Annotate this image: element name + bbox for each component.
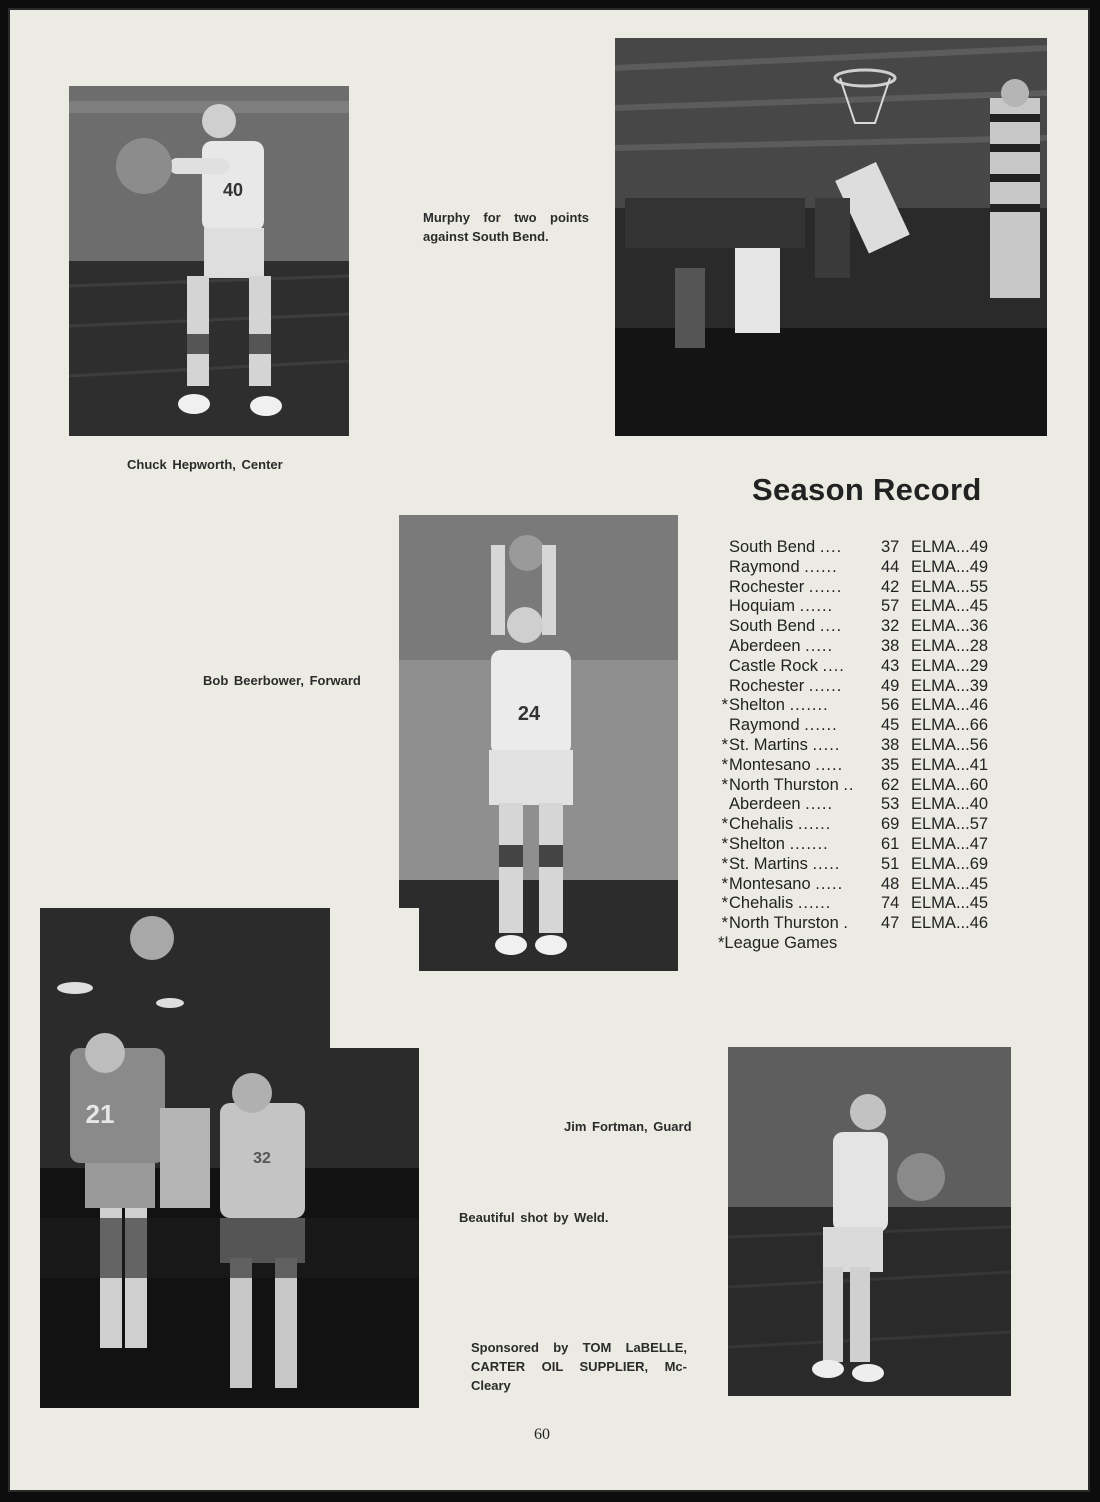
caption-murphy <box>423 208 589 246</box>
elma-score <box>911 875 988 895</box>
team-score: 36 <box>969 617 989 636</box>
season-record-row <box>718 815 1018 835</box>
photo-fortman <box>728 1047 1011 1396</box>
opponent-name: South Bend <box>729 538 816 556</box>
sponsor-line2: CARTER OIL SUPPLIER, Mc- <box>471 1359 687 1374</box>
elma-score <box>911 776 988 796</box>
photo-hepworth <box>69 86 349 436</box>
season-record-row <box>718 855 1018 875</box>
season-record-title: Season Record <box>752 472 982 507</box>
opponent-score: 56 <box>881 696 900 715</box>
score-separator: ... <box>955 636 970 655</box>
elma-score <box>911 894 988 914</box>
team-score: 29 <box>969 656 989 675</box>
team-score: 57 <box>969 815 989 834</box>
score-separator: ... <box>955 696 970 715</box>
opponent-score: 45 <box>881 716 900 735</box>
league-game-marker: * <box>721 815 728 834</box>
opponent-score: 57 <box>881 597 900 616</box>
opponent-name: Montesano <box>729 874 811 893</box>
opponent-score: 42 <box>881 577 900 596</box>
league-game-marker: * <box>721 874 728 893</box>
leader-dots: ...... <box>808 577 843 596</box>
league-games-footnote: *League Games <box>718 933 838 952</box>
opponent-name: Raymond <box>729 716 800 735</box>
opponent-score: 51 <box>881 854 900 873</box>
team-score: 46 <box>969 914 989 933</box>
leader-dots: ...... <box>804 557 838 576</box>
team-name: ELMA <box>911 735 956 754</box>
leader-dots: ...... <box>797 894 832 913</box>
opponent-name: Rochester <box>729 676 805 695</box>
season-record-list <box>718 538 1018 954</box>
caption-fortman: Jim Fortman, Guard <box>564 1119 692 1134</box>
season-record-row <box>718 914 1018 934</box>
opponent-name: South Bend <box>729 617 816 636</box>
league-game-marker: * <box>721 755 728 774</box>
league-game-marker: * <box>721 834 728 853</box>
opponent-name: Shelton <box>729 834 785 853</box>
season-record-row <box>718 835 1018 855</box>
leader-dots: ..... <box>815 755 844 774</box>
opponent-name: Castle Rock <box>729 656 818 675</box>
team-score: 40 <box>969 795 989 814</box>
season-record-row <box>718 597 1018 617</box>
season-record-row <box>718 795 1018 815</box>
score-separator: ... <box>955 617 970 636</box>
elma-score <box>911 716 988 736</box>
leader-dots: . <box>843 914 849 933</box>
season-record-row <box>718 894 1018 914</box>
leader-dots: ..... <box>805 795 834 814</box>
leader-dots: .. <box>843 775 855 794</box>
elma-score <box>911 795 988 815</box>
team-name: ELMA <box>911 656 956 675</box>
elma-score <box>911 657 988 677</box>
season-record-row <box>718 558 1018 578</box>
team-score: 47 <box>969 834 989 853</box>
team-score: 49 <box>969 557 989 576</box>
team-score: 45 <box>969 597 989 616</box>
team-name: ELMA <box>911 617 956 636</box>
score-separator: ... <box>955 775 970 794</box>
team-score: 45 <box>969 894 989 913</box>
opponent-name: Aberdeen <box>729 636 801 655</box>
season-record-row <box>718 578 1018 598</box>
elma-score <box>911 756 988 776</box>
svg-text:24: 24 <box>517 703 541 725</box>
opponent-name: St. Martins <box>729 854 808 873</box>
score-separator: ... <box>955 577 970 596</box>
opponent-score: 49 <box>881 676 900 695</box>
season-record-row <box>718 538 1018 558</box>
photo-weld-shot <box>40 908 419 1408</box>
leader-dots: ..... <box>812 854 841 873</box>
team-score: 39 <box>969 676 989 695</box>
team-score: 46 <box>969 696 989 715</box>
league-game-marker: * <box>721 696 728 715</box>
season-record-row <box>718 657 1018 677</box>
leader-dots: ...... <box>808 676 843 695</box>
opponent-score: 32 <box>881 617 900 636</box>
opponent-score: 74 <box>881 894 900 913</box>
team-score: 60 <box>969 775 989 794</box>
opponent-name: Montesano <box>729 755 811 774</box>
sponsor-credit <box>471 1338 687 1395</box>
team-name: ELMA <box>911 755 956 774</box>
opponent-score: 53 <box>881 795 900 814</box>
score-separator: ... <box>955 795 970 814</box>
elma-score <box>911 597 988 617</box>
leader-dots: ....... <box>789 696 829 715</box>
opponent-score: 43 <box>881 656 900 675</box>
elma-score <box>911 617 988 637</box>
elma-score <box>911 815 988 835</box>
season-record-row <box>718 716 1018 736</box>
svg-text:21: 21 <box>85 1099 115 1129</box>
team-name: ELMA <box>911 597 956 616</box>
season-record-row <box>718 677 1018 697</box>
team-name: ELMA <box>911 834 956 853</box>
team-score: 28 <box>969 636 989 655</box>
opponent-score: 35 <box>881 755 900 774</box>
team-name: ELMA <box>911 716 956 735</box>
team-name: ELMA <box>911 676 956 695</box>
team-name: ELMA <box>911 874 956 893</box>
score-separator: ... <box>955 557 970 576</box>
sponsor-line1: Sponsored by TOM LaBELLE, <box>471 1340 687 1355</box>
opponent-score: 62 <box>881 775 900 794</box>
team-name: ELMA <box>911 696 956 715</box>
opponent-name: Shelton <box>729 696 785 715</box>
score-separator: ... <box>955 716 970 735</box>
opponent-score: 38 <box>881 735 900 754</box>
team-score: 69 <box>969 854 989 873</box>
league-game-marker: * <box>721 735 728 754</box>
caption-hepworth: Chuck Hepworth, Center <box>127 457 283 472</box>
score-separator: ... <box>955 894 970 913</box>
sponsor-line3: Cleary <box>471 1378 511 1393</box>
elma-score <box>911 677 988 697</box>
opponent-score: 61 <box>881 834 900 853</box>
photo-beerbower <box>399 515 678 971</box>
elma-score <box>911 696 988 716</box>
team-score: 66 <box>969 716 989 735</box>
season-record-row <box>718 736 1018 756</box>
season-record-row <box>718 637 1018 657</box>
league-game-marker: * <box>721 914 728 933</box>
page-number: 60 <box>534 1426 550 1443</box>
caption-murphy-line1: Murphy for two points <box>423 210 589 225</box>
leader-dots: ...... <box>797 815 832 834</box>
elma-score <box>911 538 988 558</box>
svg-text:40: 40 <box>222 180 244 200</box>
leader-dots: ....... <box>789 834 829 853</box>
photo-murphy-layup <box>615 38 1047 436</box>
opponent-score: 47 <box>881 914 900 933</box>
elma-score <box>911 835 988 855</box>
team-name: ELMA <box>911 914 956 933</box>
opponent-name: Chehalis <box>729 815 794 834</box>
opponent-score: 37 <box>881 538 900 556</box>
score-separator: ... <box>955 914 970 933</box>
opponent-name: Rochester <box>729 577 805 596</box>
score-separator: ... <box>955 597 970 616</box>
leader-dots: ..... <box>812 735 841 754</box>
opponent-score: 38 <box>881 636 900 655</box>
elma-score <box>911 855 988 875</box>
league-game-marker: * <box>721 775 728 794</box>
caption-murphy-line2: against South Bend. <box>423 229 549 244</box>
season-record-row <box>718 756 1018 776</box>
team-name: ELMA <box>911 815 956 834</box>
opponent-name: North Thurston <box>729 775 839 794</box>
score-separator: ... <box>955 755 970 774</box>
opponent-score: 48 <box>881 874 900 893</box>
elma-score <box>911 914 988 934</box>
opponent-name: Hoquiam <box>729 597 796 616</box>
leader-dots: ..... <box>805 636 834 655</box>
leader-dots: ...... <box>804 716 838 735</box>
team-name: ELMA <box>911 557 956 576</box>
caption-beerbower: Bob Beerbower, Forward <box>203 673 361 688</box>
leader-dots: .... <box>819 538 843 556</box>
team-name: ELMA <box>911 854 956 873</box>
team-score: 49 <box>969 538 989 556</box>
score-separator: ... <box>955 735 970 754</box>
elma-score <box>911 558 988 578</box>
leader-dots: ...... <box>799 597 834 616</box>
caption-weld: Beautiful shot by Weld. <box>459 1210 609 1225</box>
opponent-name: Raymond <box>729 557 800 576</box>
opponent-name: Chehalis <box>729 894 794 913</box>
leader-dots: ..... <box>815 874 844 893</box>
opponent-score: 69 <box>881 815 900 834</box>
team-score: 41 <box>969 755 989 774</box>
league-game-marker: * <box>721 854 728 873</box>
team-name: ELMA <box>911 538 956 556</box>
elma-score <box>911 637 988 657</box>
leader-dots: .... <box>819 617 843 636</box>
opponent-score: 44 <box>881 557 900 576</box>
season-record-row <box>718 696 1018 716</box>
league-game-marker: * <box>721 894 728 913</box>
team-name: ELMA <box>911 636 956 655</box>
elma-score <box>911 578 988 598</box>
leader-dots: .... <box>822 656 845 675</box>
score-separator: ... <box>955 676 970 695</box>
score-separator: ... <box>955 854 970 873</box>
opponent-name: North Thurston <box>729 914 839 933</box>
score-separator: ... <box>955 656 970 675</box>
score-separator: ... <box>955 874 970 893</box>
team-score: 45 <box>969 874 989 893</box>
score-separator: ... <box>955 834 970 853</box>
team-name: ELMA <box>911 894 956 913</box>
elma-score <box>911 736 988 756</box>
team-name: ELMA <box>911 795 956 814</box>
opponent-name: St. Martins <box>729 735 808 754</box>
score-separator: ... <box>955 815 970 834</box>
team-score: 56 <box>969 735 989 754</box>
opponent-name: Aberdeen <box>729 795 801 814</box>
team-score: 55 <box>969 577 989 596</box>
team-name: ELMA <box>911 775 956 794</box>
svg-text:32: 32 <box>253 1150 271 1167</box>
season-record-row <box>718 617 1018 637</box>
score-separator: ... <box>955 538 970 556</box>
team-name: ELMA <box>911 577 956 596</box>
season-record-row <box>718 875 1018 895</box>
season-record-row <box>718 776 1018 796</box>
